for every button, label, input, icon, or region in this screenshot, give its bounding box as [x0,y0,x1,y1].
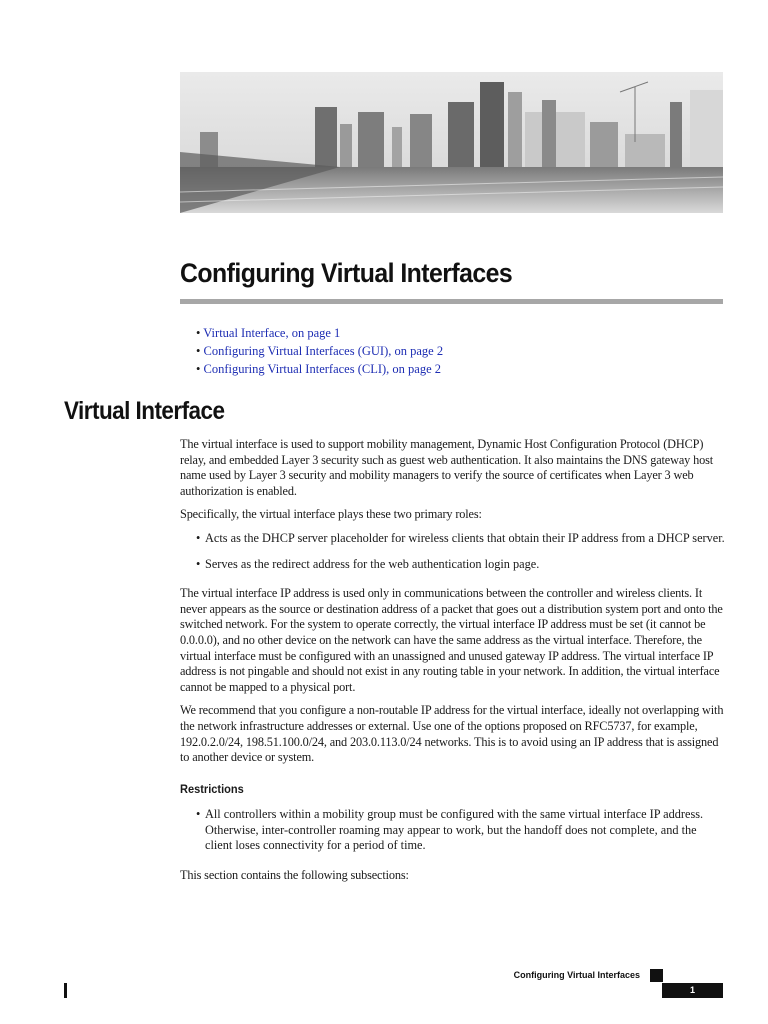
chapter-title-rule [180,299,723,304]
section-body [180,437,725,892]
footer-left-mark [64,983,67,998]
toc-link-configuring-gui[interactable]: Configuring Virtual Interfaces (GUI), on page 2 [203,344,444,358]
paragraph: This section contains the following subsections: [180,868,409,883]
footer-page-number: 1 [662,983,723,998]
toc-item: • Configuring Virtual Interfaces (CLI), on page 2 [196,362,442,376]
paragraph: The virtual interface is used to support mobility management, Dynamic Host Configuration Protocol (DHCP) relay, and embedded Layer 3 security such as guest web authentication. It also maintains the DNS gateway host name used by Layer 3 security and mobility managers to verify the source of certificates when Layer 3 web authorization is enabled. [180,437,713,498]
footer-chapter-label: Configuring Virtual Interfaces [513,970,640,980]
restrictions-heading: Restrictions [180,781,244,796]
section-title: Virtual Interface [64,397,225,425]
footer-block [650,969,663,982]
paragraph: Specifically, the virtual interface plays these two primary roles: [180,507,482,522]
toc-link-virtual-interface[interactable]: Virtual Interface, on page 1 [203,326,341,340]
paragraph: We recommend that you configure a non-routable IP address for the virtual interface, ideally not overlapping with the network infrastructure addresses or external. Use one of the options proposed on RFC5737, for example, 192.0.2.0/24, 198.51.100.0/24, and 203.0.113.0/24 networks. This is to avoid using an IP address that is assigned to another device or system. [180,703,724,765]
list-item: • Serves as the redirect address for the web authentication login page. [196,557,725,573]
paragraph: The virtual interface IP address is used only in communications between the controller and wireless clients. It never appears as the source or destination address of a packet that goes out a distribution system port and onto the switched network. For the system to operate correctly, the virtual interface IP address must be set (it cannot be 0.0.0.0), and no other device on the network can have the same address as the virtual interface. Therefore, the virtual interface must be configured with an unassigned and unused gateway IP address. The virtual interface IP address is not pingable and should not exist in any routing table in your network. In addition, the virtual interface cannot be mapped to a physical port. [180,586,723,694]
restrictions-list [180,807,725,854]
roles-list [180,531,725,572]
chapter-title: Configuring Virtual Interfaces [180,258,513,288]
list-item: • Acts as the DHCP server placeholder for wireless clients that obtain their IP address from a DHCP server. [196,531,725,547]
chapter-toc [196,324,443,378]
toc-item: • Virtual Interface, on page 1 [196,326,341,340]
header-city-photo [180,72,723,213]
toc-item: • Configuring Virtual Interfaces (GUI), on page 2 [196,344,444,358]
list-item: • All controllers within a mobility group must be configured with the same virtual interface IP address. Otherwise, inter-controller roaming may appear to work, but the handoff does not complete, and the client loses connectivity for a period of time. [196,807,725,854]
toc-link-configuring-cli[interactable]: Configuring Virtual Interfaces (CLI), on page 2 [203,362,442,376]
